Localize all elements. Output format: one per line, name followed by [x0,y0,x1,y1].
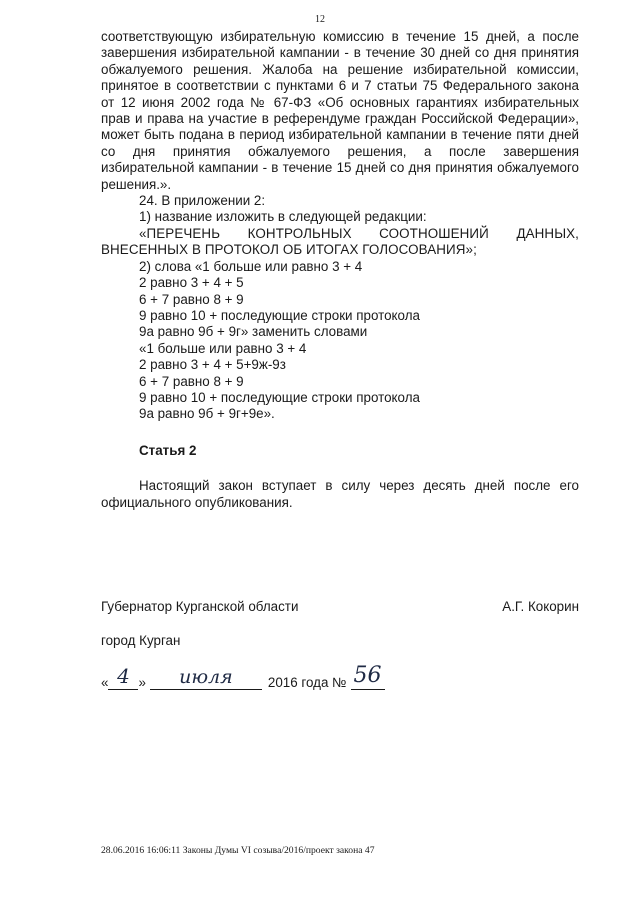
date-year-text: 2016 года № [267,675,347,690]
appendix-heading-line1: «ПЕРЕЧЕНЬ КОНТРОЛЬНЫХ СООТНОШЕНИЙ ДАННЫХ, [139,225,579,241]
replacement-line: 9а равно 9б + 9г+9е». [139,406,275,422]
city-row [101,633,579,648]
article-title: Статья 2 [139,442,197,458]
continuation-paragraph: соответствующую избирательную комиссию в течение 15 дней, а после завершения избирательной кампании - в течение 30 дней со дня принятия обжалуемого решения. Жалоба на решение избирательной комиссии, принятое в соответствии с пунктами 6 и 7 статьи 75 Федерального закона от 12 июня 2002 года № 67-ФЗ «Об основных гарантиях избирательных прав и права на участие в референдуме граждан Российской Федерации», может быть подана в период избирательной кампании в течение пяти дней со дня принятия обжалуемого решения, а после завершения избирательной кампании - в течение 15 дней со дня принятия обжалуемого решения.». [101,29,579,192]
replacement-line: 2 равно 3 + 4 + 5 [139,275,244,291]
page-number: 12 [315,14,325,25]
law-number-handwritten: 56 [353,663,382,688]
document-body [101,29,579,511]
item-24-sub1: 1) название изложить в следующей редакции: [139,209,427,225]
replacement-line: 2 равно 3 + 4 + 5+9ж-9з [139,357,286,373]
replacement-line: 9 равно 10 + последующие строки протокола [139,389,420,405]
law-number [351,663,385,690]
item-24-intro: 24. В приложении 2: [139,193,266,209]
date-month [150,666,262,690]
file-footer: 28.06.2016 16:06:11 Законы Думы VI созыва/2016/проект закона 47 [101,845,375,856]
replacement-line: 6 + 7 равно 8 + 9 [139,291,244,307]
article-text: Настоящий закон вступает в силу через десять дней после его официального опубликования. [101,478,579,510]
replacement-line: 9а равно 9б + 9г» заменить словами [139,324,368,340]
governor-position: Губернатор Курганской области [101,599,299,614]
date-day [108,664,138,690]
date-day-handwritten: 4 [117,664,130,688]
date-quote-open: « [101,675,109,690]
date-month-handwritten: июля [179,666,233,688]
replacement-line: 2) слова «1 больше или равно 3 + 4 [139,258,363,274]
date-quote-close: » [138,675,146,690]
replacement-line: «1 больше или равно 3 + 4 [139,340,307,356]
replacement-line: 9 равно 10 + последующие строки протокола [139,307,420,323]
replacement-line: 6 + 7 равно 8 + 9 [139,373,244,389]
signature-row [101,599,579,614]
appendix-heading-line2: ВНЕСЕННЫХ В ПРОТОКОЛ ОБ ИТОГАХ ГОЛОСОВАНИЯ»; [101,242,477,258]
city-name: город Курган [101,633,181,648]
date-row [101,664,579,690]
governor-name: А.Г. Кокорин [502,599,579,614]
